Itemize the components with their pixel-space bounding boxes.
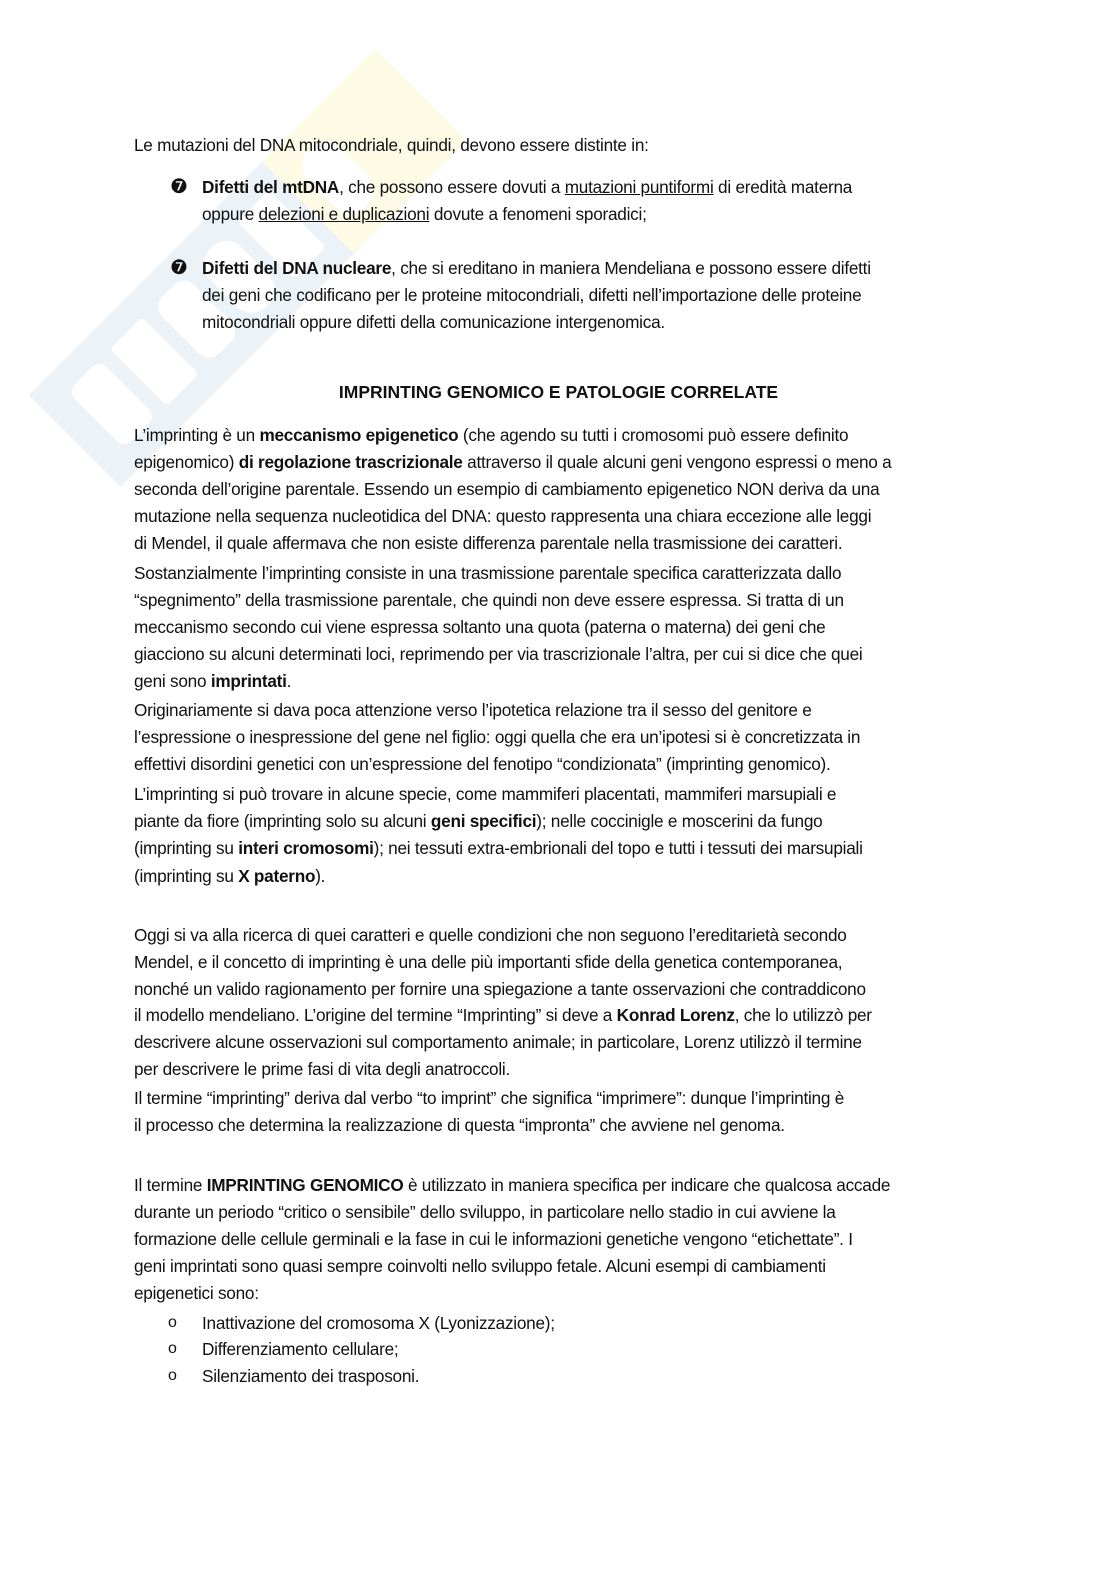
text-segment: geni imprintati sono quasi sempre coinvolti nello sviluppo fetale. Alcuni esempi di cambiamenti (134, 1256, 826, 1276)
text-segment: Mendel, e il concetto di imprinting è una delle più importanti sfide della genetica contemporanea, (134, 952, 843, 972)
text-segment: ); nelle coccinigle e moscerini da fungo (536, 811, 823, 831)
text-line (134, 1228, 853, 1250)
bold-text: interi cromosomi (238, 838, 374, 858)
text-line (134, 1087, 844, 1109)
text-segment: piante da fiore (imprinting solo su alcuni (134, 811, 431, 831)
text-line (202, 284, 861, 306)
bullet-item (202, 257, 871, 279)
text-line (134, 562, 841, 584)
text-segment: Il termine “imprinting” deriva dal verbo “to imprint” che significa “imprimere”: dunque l’imprinting è (134, 1088, 845, 1108)
text-line (134, 532, 842, 554)
text-line (134, 1174, 890, 1196)
sub-bullet-icon: o (168, 1340, 177, 1357)
text-segment: dei geni che codificano per le proteine mitocondriali, difetti nell’importazione delle proteine (202, 285, 862, 305)
text-line (134, 643, 862, 665)
text-line (134, 783, 836, 805)
text-line (134, 951, 842, 973)
text-line (134, 589, 844, 611)
text-segment: , che si ereditano in maniera Mendeliana e possono essere difetti (391, 258, 871, 278)
bold-text: imprintati (210, 671, 287, 691)
text-segment: , che lo utilizzò per (734, 1005, 872, 1025)
text-segment: attraverso il quale alcuni geni vengono espressi o meno a (462, 452, 892, 472)
text-segment: per descrivere le prime fasi di vita degli anatroccoli. (134, 1059, 511, 1079)
text-line (134, 1031, 862, 1053)
bold-text: Difetti del DNA nucleare (202, 258, 392, 278)
text-segment: dovute a fenomeni sporadici; (429, 204, 647, 224)
text-segment: è utilizzato in maniera specifica per indicare che qualcosa accade (403, 1175, 891, 1195)
text-segment: formazione delle cellule germinali e la fase in cui le informazioni genetiche vengono “etichettate”. I (134, 1229, 853, 1249)
list-item (202, 1312, 555, 1334)
text-segment: il modello mendeliano. L’origine del termine “Imprinting” si deve a (134, 1005, 617, 1025)
text-segment: Oggi si va alla ricerca di quei caratteri e quelle condizioni che non seguono l’ereditarietà secondo (134, 925, 847, 945)
text-segment: Differenziamento cellulare; (202, 1339, 399, 1359)
text-line (134, 1058, 510, 1080)
text-line (134, 478, 879, 500)
text-line (134, 1201, 836, 1223)
text-segment: Il termine (134, 1175, 207, 1195)
bullet-icon: ❼ (170, 257, 188, 279)
text-line (134, 810, 822, 832)
text-segment: (che agendo su tutti i cromosomi può essere definito (458, 425, 849, 445)
text-segment: seconda dell’origine parentale. Essendo un esempio di cambiamento epigenetico NON deriva da una (134, 479, 880, 499)
text-segment: Le mutazioni del DNA mitocondriale, quindi, devono essere distinte in: (134, 135, 649, 155)
text-line (134, 699, 812, 721)
bullet-icon: ❼ (170, 176, 188, 198)
text-segment: meccanismo secondo cui viene espressa soltanto una quota (paterna o materna) dei geni che (134, 617, 826, 637)
bold-text: X paterno (238, 866, 316, 886)
underlined-text: mutazioni puntiformi (564, 177, 714, 197)
text-segment: , che possono essere dovuti a (339, 177, 565, 197)
text-segment: L’imprinting è un (134, 425, 260, 445)
text-segment: ); nei tessuti extra-embrionali del topo e tutti i tessuti dei marsupiali (373, 838, 863, 858)
text-line (134, 1114, 785, 1136)
text-segment: geni sono (134, 671, 211, 691)
list-item (202, 1365, 419, 1387)
text-line (134, 424, 848, 446)
section-heading: IMPRINTING GENOMICO E PATOLOGIE CORRELATE (338, 382, 779, 402)
bold-text: geni specifici (430, 811, 537, 831)
text-line (134, 726, 860, 748)
text-segment: nonché un valido ragionamento per fornire una spiegazione a tante osservazioni che contraddicono (134, 979, 866, 999)
text-line (134, 134, 649, 156)
text-line (134, 616, 825, 638)
bold-text: Difetti del mtDNA (202, 177, 340, 197)
sub-bullet-icon: o (168, 1314, 177, 1331)
text-segment: epigenetici sono: (134, 1283, 259, 1303)
text-line (134, 753, 831, 775)
text-segment: di Mendel, il quale affermava che non esiste differenza parentale nella trasmissione dei caratteri. (134, 533, 843, 553)
underlined-text: delezioni e duplicazioni (258, 204, 430, 224)
text-line (202, 203, 647, 225)
text-segment: Inattivazione del cromosoma X (Lyonizzazione); (202, 1313, 555, 1333)
text-segment: Silenziamento dei trasposoni. (202, 1366, 420, 1386)
text-line (134, 1282, 259, 1304)
text-line (134, 505, 871, 527)
text-segment: oppure (202, 204, 259, 224)
text-line (134, 924, 847, 946)
text-segment: il processo che determina la realizzazione di questa “impronta” che avviene nel genoma. (134, 1115, 785, 1135)
text-segment: descrivere alcune osservazioni sul comportamento animale; in particolare, Lorenz utilizzò il termine (134, 1032, 862, 1052)
text-segment: “spegnimento” della trasmissione parentale, che quindi non deve essere espressa. Si tratta di un (134, 590, 844, 610)
text-line (134, 451, 891, 473)
sub-bullet-icon: o (168, 1367, 177, 1384)
text-segment: effettivi disordini genetici con un’espressione del fenotipo “condizionata” (imprinting genomico). (134, 754, 831, 774)
text-line (134, 837, 863, 859)
text-segment: (imprinting su (134, 866, 239, 886)
text-line (134, 1004, 872, 1026)
text-segment: l’espressione o inespressione del gene nel figlio: oggi quella che era un’ipotesi si è concretizzata in (134, 727, 861, 747)
text-segment: durante un periodo “critico o sensibile” dello sviluppo, in particolare nello stadio in cui avviene la (134, 1202, 836, 1222)
text-segment: di eredità materna (713, 177, 853, 197)
text-segment: L’imprinting si può trovare in alcune specie, come mammiferi placentati, mammiferi marsupiali e (134, 784, 837, 804)
bold-text: Konrad Lorenz (616, 1005, 735, 1025)
text-segment: giacciono su alcuni determinati loci, reprimendo per via trascrizionale l’altra, per cui si dice che quei (134, 644, 863, 664)
text-line (202, 311, 665, 333)
text-segment: Sostanzialmente l’imprinting consiste in una trasmissione parentale specifica caratterizzata dallo (134, 563, 842, 583)
list-item (202, 1338, 398, 1360)
text-line (134, 670, 291, 692)
text-segment: mitocondriali oppure difetti della comunicazione intergenomica. (202, 312, 665, 332)
bold-text: IMPRINTING GENOMICO (206, 1175, 404, 1195)
text-segment: (imprinting su (134, 838, 239, 858)
text-line (134, 1255, 826, 1277)
text-segment: mutazione nella sequenza nucleotidica del DNA: questo rappresenta una chiara eccezione alle leggi (134, 506, 872, 526)
text-segment: . (286, 671, 292, 691)
bold-text: meccanismo epigenetico (259, 425, 459, 445)
text-line (134, 865, 325, 887)
text-line (134, 978, 866, 1000)
text-segment: Originariamente si dava poca attenzione verso l’ipotetica relazione tra il sesso del genitore e (134, 700, 812, 720)
text-segment: ). (315, 866, 326, 886)
bold-text: di regolazione trascrizionale (238, 452, 463, 472)
text-segment: epigenomico) (134, 452, 239, 472)
bullet-item (202, 176, 852, 198)
